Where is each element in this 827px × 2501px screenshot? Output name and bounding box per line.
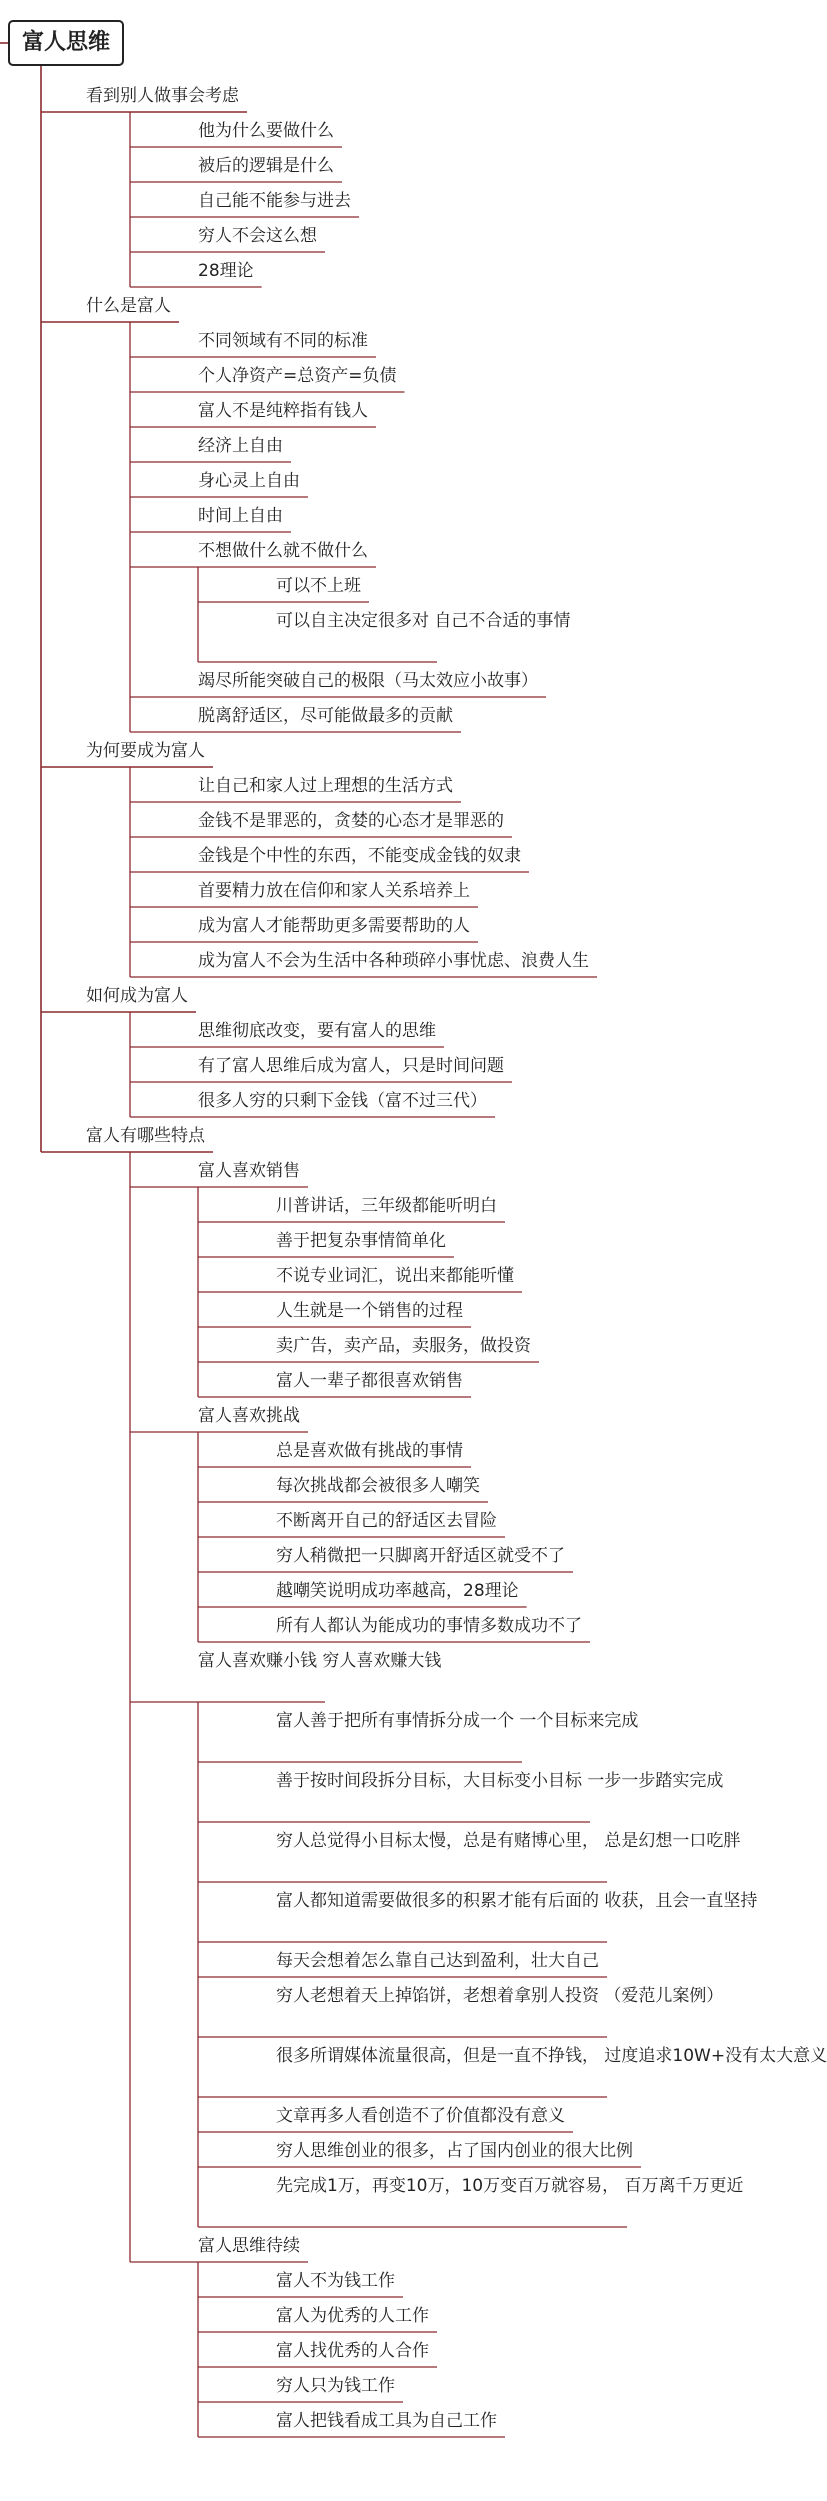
node-d3-1-6-0[interactable]: 可以不上班: [276, 576, 361, 596]
node-d2-0-0[interactable]: 他为什么要做什么: [198, 121, 334, 141]
node-d2-0-1[interactable]: 被后的逻辑是什么: [198, 156, 334, 176]
node-d3-4-0-4[interactable]: 卖广告，卖产品，卖服务，做投资: [276, 1336, 531, 1356]
branch-0[interactable]: 看到别人做事会考虑: [86, 86, 239, 106]
node-d2-0-2[interactable]: 自己能不能参与进去: [198, 191, 351, 211]
node-d2-0-4[interactable]: 28理论: [198, 261, 254, 281]
node-d3-4-0-0[interactable]: 川普讲话，三年级都能听明白: [276, 1196, 497, 1216]
node-d3-4-2-3[interactable]: 富人都知道需要做很多的积累才能有后面的 收获，且会一直坚持: [276, 1891, 758, 1911]
node-d3-4-0-5[interactable]: 富人一辈子都很喜欢销售: [276, 1371, 463, 1391]
node-d2-3-2[interactable]: 很多人穷的只剩下金钱（富不过三代）: [198, 1091, 487, 1111]
node-d3-1-6-1[interactable]: 可以自主决定很多对 自己不合适的事情: [276, 611, 571, 631]
node-d3-4-2-5[interactable]: 穷人老想着天上掉馅饼，老想着拿别人投资 （爱范儿案例）: [276, 1986, 724, 2006]
node-d3-4-2-1[interactable]: 善于按时间段拆分目标，大目标变小目标 一步一步踏实完成: [276, 1771, 724, 1791]
node-d3-4-1-5[interactable]: 所有人都认为能成功的事情多数成功不了: [276, 1616, 582, 1636]
node-d2-1-0[interactable]: 不同领域有不同的标准: [198, 331, 368, 351]
node-d3-4-0-2[interactable]: 不说专业词汇，说出来都能听懂: [276, 1266, 514, 1286]
node-d3-4-1-4[interactable]: 越嘲笑说明成功率越高，28理论: [276, 1581, 519, 1601]
node-d3-4-3-2[interactable]: 富人找优秀的人合作: [276, 2341, 429, 2361]
node-d2-0-3[interactable]: 穷人不会这么想: [198, 226, 317, 246]
node-d2-2-0[interactable]: 让自己和家人过上理想的生活方式: [198, 776, 453, 796]
node-d3-4-1-2[interactable]: 不断离开自己的舒适区去冒险: [276, 1511, 497, 1531]
node-d2-1-2[interactable]: 富人不是纯粹指有钱人: [198, 401, 368, 421]
root-node[interactable]: 富人思维: [8, 20, 124, 66]
node-d2-4-3[interactable]: 富人思维待续: [198, 2236, 300, 2256]
node-d3-4-1-1[interactable]: 每次挑战都会被很多人嘲笑: [276, 1476, 480, 1496]
node-d3-4-1-0[interactable]: 总是喜欢做有挑战的事情: [276, 1441, 463, 1461]
node-d2-1-1[interactable]: 个人净资产=总资产=负债: [198, 366, 397, 386]
node-d2-3-0[interactable]: 思维彻底改变，要有富人的思维: [198, 1021, 436, 1041]
node-d3-4-2-7[interactable]: 文章再多人看创造不了价值都没有意义: [276, 2106, 565, 2126]
node-d2-4-0[interactable]: 富人喜欢销售: [198, 1161, 300, 1181]
branch-1[interactable]: 什么是富人: [86, 296, 171, 316]
node-d3-4-2-2[interactable]: 穷人总觉得小目标太慢，总是有赌博心里， 总是幻想一口吃胖: [276, 1831, 741, 1851]
node-d3-4-3-1[interactable]: 富人为优秀的人工作: [276, 2306, 429, 2326]
node-d2-1-4[interactable]: 身心灵上自由: [198, 471, 300, 491]
node-d3-4-2-0[interactable]: 富人善于把所有事情拆分成一个 一个目标来完成: [276, 1711, 639, 1731]
node-d3-4-0-1[interactable]: 善于把复杂事情简单化: [276, 1231, 446, 1251]
node-d3-4-1-3[interactable]: 穷人稍微把一只脚离开舒适区就受不了: [276, 1546, 565, 1566]
node-d2-3-1[interactable]: 有了富人思维后成为富人，只是时间问题: [198, 1056, 504, 1076]
node-d2-1-7[interactable]: 竭尽所能突破自己的极限（马太效应小故事）: [198, 671, 538, 691]
node-d2-2-1[interactable]: 金钱不是罪恶的，贪婪的心态才是罪恶的: [198, 811, 504, 831]
node-d2-4-2[interactable]: 富人喜欢赚小钱 穷人喜欢赚大钱: [198, 1651, 442, 1671]
branch-2[interactable]: 为何要成为富人: [86, 741, 205, 761]
node-d2-2-5[interactable]: 成为富人不会为生活中各种琐碎小事忧虑、浪费人生: [198, 951, 589, 971]
node-d2-1-8[interactable]: 脱离舒适区，尽可能做最多的贡献: [198, 706, 453, 726]
node-d3-4-2-9[interactable]: 先完成1万，再变10万，10万变百万就容易， 百万离千万更近: [276, 2176, 744, 2196]
node-d3-4-3-3[interactable]: 穷人只为钱工作: [276, 2376, 395, 2396]
node-d2-1-6[interactable]: 不想做什么就不做什么: [198, 541, 368, 561]
node-d2-1-3[interactable]: 经济上自由: [198, 436, 283, 456]
node-d2-2-3[interactable]: 首要精力放在信仰和家人关系培养上: [198, 881, 470, 901]
node-d3-4-0-3[interactable]: 人生就是一个销售的过程: [276, 1301, 463, 1321]
node-d3-4-2-4[interactable]: 每天会想着怎么靠自己达到盈利，壮大自己: [276, 1951, 599, 1971]
node-d3-4-2-6[interactable]: 很多所谓媒体流量很高，但是一直不挣钱， 过度追求10W+没有太大意义: [276, 2046, 827, 2066]
node-d2-1-5[interactable]: 时间上自由: [198, 506, 283, 526]
node-d3-4-3-4[interactable]: 富人把钱看成工具为自己工作: [276, 2411, 497, 2431]
node-d3-4-2-8[interactable]: 穷人思维创业的很多，占了国内创业的很大比例: [276, 2141, 633, 2161]
node-d2-4-1[interactable]: 富人喜欢挑战: [198, 1406, 300, 1426]
branch-3[interactable]: 如何成为富人: [86, 986, 188, 1006]
branch-4[interactable]: 富人有哪些特点: [86, 1126, 205, 1146]
node-d3-4-3-0[interactable]: 富人不为钱工作: [276, 2271, 395, 2291]
node-d2-2-2[interactable]: 金钱是个中性的东西，不能变成金钱的奴隶: [198, 846, 521, 866]
node-d2-2-4[interactable]: 成为富人才能帮助更多需要帮助的人: [198, 916, 470, 936]
